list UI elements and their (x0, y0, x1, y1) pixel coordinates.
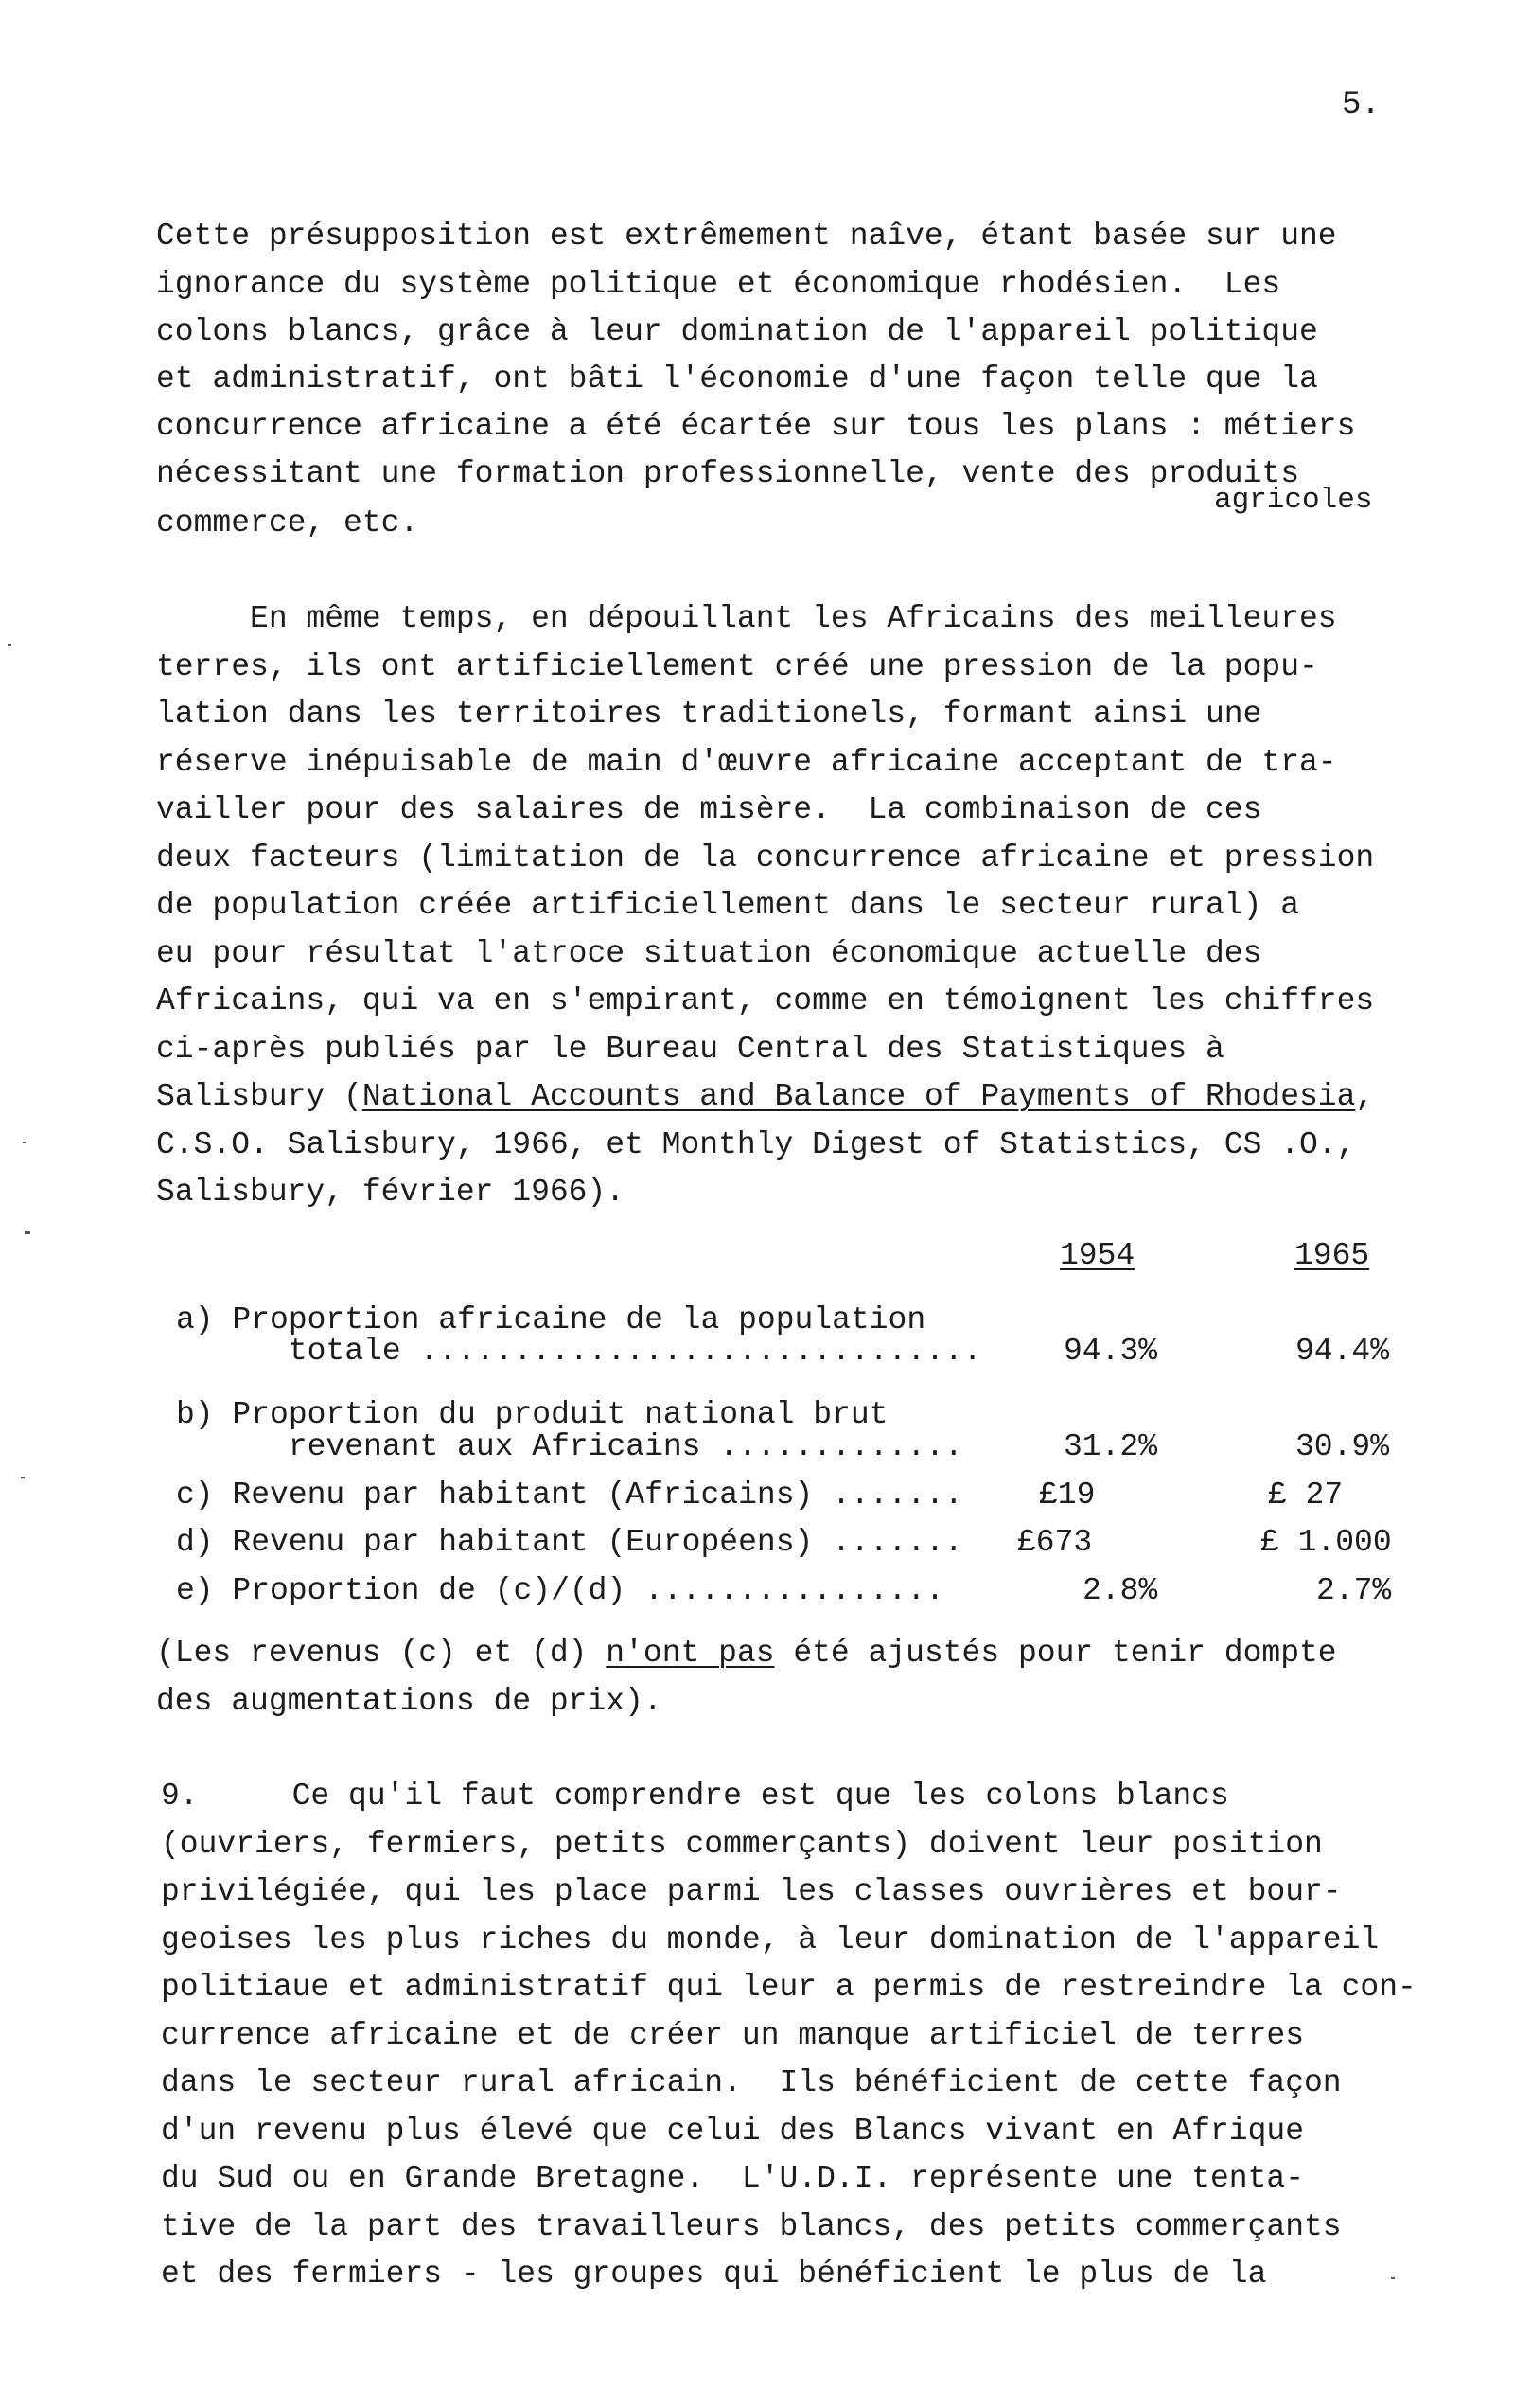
text-line: currence africaine et de créer un manque artificiel de terres (161, 2018, 1304, 2053)
text-line: concurrence africaine a été écartée sur tous les plans : métiers (156, 409, 1356, 444)
text-line: C.S.O. Salisbury, 1966, et Monthly Digest of Statistics, CS .O., (156, 1127, 1356, 1162)
text-line: politiaue et administratif qui leur a permis de restreindre la con- (161, 1970, 1417, 2005)
scan-speck (25, 1231, 30, 1234)
text-line: nécessitant une formation professionnelle, vente des produits (156, 456, 1299, 491)
citation-suffix: , (1355, 1079, 1375, 1114)
note-line: des augmentations de prix). (156, 1684, 662, 1719)
text-line: vailler pour des salaires de misère. La combinaison de ces (156, 792, 1262, 827)
page-number: 5. (1342, 87, 1381, 123)
table-row-label: a) Proportion africaine de la population (176, 1302, 926, 1337)
text-line: d'un revenu plus élevé que celui des Blancs vivant en Afrique (161, 2114, 1304, 2149)
text-line: et administratif, ont bâti l'économie d'une façon telle que la (156, 362, 1318, 397)
text-line: 9. Ce qu'il faut comprendre est que les colons blancs (161, 1779, 1229, 1814)
scan-speck (8, 644, 11, 646)
text-line: terres, ils ont artificiellement créé une pression de la popu- (156, 649, 1318, 684)
text-line: deux facteurs (limitation de la concurrence africaine et pression (156, 841, 1375, 876)
table-row-label: totale .............................. (176, 1334, 982, 1369)
table-value-1965: 94.4% (1295, 1334, 1390, 1369)
handwritten-insertion: agricoles (1214, 484, 1373, 517)
text-line: réserve inépuisable de main d'œuvre africaine acceptant de tra- (156, 745, 1337, 780)
text-line: tive de la part des travailleurs blancs, des petits commerçants (161, 2209, 1342, 2244)
text-line: colons blancs, grâce à leur domination de l'appareil politique (156, 314, 1318, 349)
text-line: ci-après publiés par le Bureau Central des Statistiques à (156, 1032, 1224, 1067)
citation-prefix: Salisbury ( (156, 1079, 362, 1114)
text-line: Cette présupposition est extrêmement naîve, étant basée sur une (156, 219, 1337, 254)
table-value-1954: 31.2% (1064, 1429, 1158, 1464)
text-line: (ouvriers, fermiers, petits commerçants) doivent leur position (161, 1827, 1323, 1862)
table-value-1965: 2.7% (1316, 1573, 1392, 1608)
year-header-1954: 1954 (1060, 1238, 1136, 1273)
note-prefix: (Les revenus (c) et (d) (156, 1636, 607, 1671)
text-line: eu pour résultat l'atroce situation économique actuelle des (156, 936, 1262, 971)
text-line: geoises les plus riches du monde, à leur domination de l'appareil (161, 1922, 1380, 1957)
text-line: privilégiée, qui les place parmi les classes ouvrières et bour- (161, 1874, 1342, 1909)
text-line: Africains, qui va en s'empirant, comme en témoignent les chiffres (156, 983, 1375, 1018)
note-suffix: été ajustés pour tenir dompte (774, 1636, 1337, 1671)
text-line: du Sud ou en Grande Bretagne. L'U.D.I. représente une tenta- (161, 2161, 1304, 2196)
scan-speck (1391, 2277, 1395, 2279)
note-underlined: n'ont pas (606, 1636, 775, 1671)
text-line: En même temps, en dépouillant les Africains des meilleures (156, 601, 1337, 636)
source-title: National Accounts and Balance of Payments of Rhodesia (361, 1079, 1356, 1114)
table-row-label: c) Revenu par habitant (Africains) ....... (176, 1478, 963, 1513)
table-value-1965: 30.9% (1295, 1429, 1390, 1464)
table-value-1954: 2.8% (1083, 1573, 1158, 1608)
table-row-label: b) Proportion du produit national brut (176, 1397, 889, 1432)
table-value-1954: £19 (1039, 1478, 1096, 1513)
source-citation-line (156, 1081, 1374, 1112)
text-line: ignorance du système politique et économique rhodésien. Les (156, 267, 1281, 302)
text-line: dans le secteur rural africain. Ils bénéficient de cette façon (161, 2065, 1342, 2100)
table-row-label: d) Revenu par habitant (Européens) ....... (176, 1525, 963, 1560)
text-line: lation dans les territoires traditionels, formant ainsi une (156, 697, 1262, 732)
table-value-1965: £ 27 (1268, 1478, 1344, 1513)
table-row-label: revenant aux Africains ............. (176, 1429, 963, 1464)
text-line: Salisbury, février 1966). (156, 1175, 625, 1210)
scan-speck (21, 1477, 25, 1478)
text-line: et des fermiers - les groupes qui bénéficient le plus de la (161, 2257, 1267, 2292)
table-value-1954: 94.3% (1064, 1334, 1158, 1369)
text-line: de population créée artificiellement dans le secteur rural) a (156, 888, 1299, 923)
table-row-label: e) Proportion de (c)/(d) ................ (176, 1573, 944, 1608)
scan-speck (23, 1142, 26, 1143)
year-header-1965: 1965 (1294, 1238, 1370, 1273)
table-value-1965: £ 1.000 (1260, 1525, 1392, 1560)
text-line: commerce, etc. (156, 505, 419, 540)
table-value-1954: £673 (1017, 1525, 1093, 1560)
note-line (156, 1638, 1337, 1669)
